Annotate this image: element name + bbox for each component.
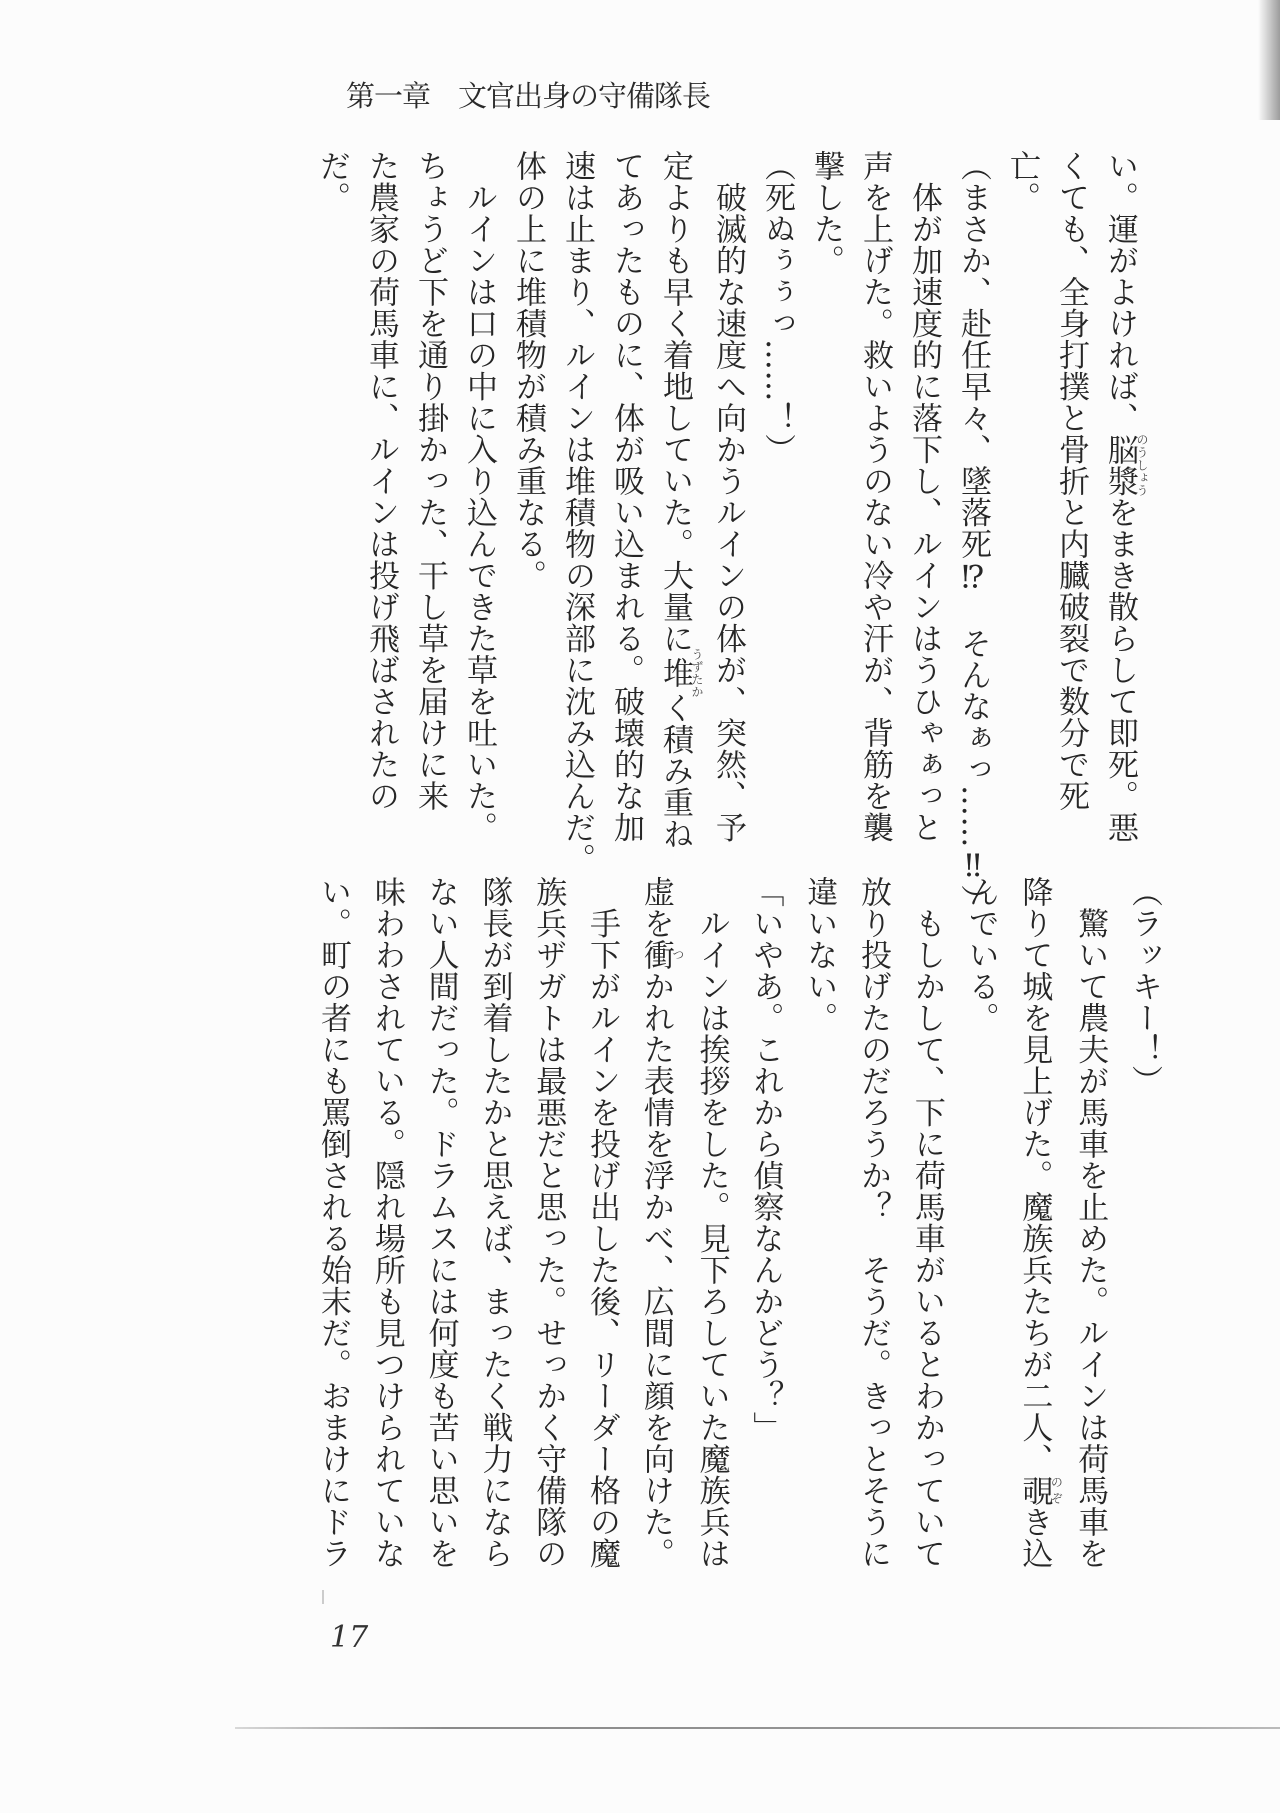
text-column: [1095, 150, 1148, 916]
furigana: のぞ: [1049, 1474, 1064, 1506]
text-run: くても、全身打撲と骨折と内臓破裂で数分で死: [1053, 150, 1089, 812]
text-column: [520, 876, 574, 1569]
text-run: 定よりも早く着地していた。大量に: [657, 150, 693, 654]
text-column: [1116, 876, 1170, 1569]
text-run: 族兵ザガトは最悪だと思った。せっかく守備隊の: [530, 876, 567, 1569]
furigana: つ: [670, 939, 685, 971]
text-column: [628, 876, 684, 1569]
text-run: た農家の荷馬車に、ルインは投げ飛ばされたの: [363, 150, 399, 812]
text-run: （まさか、赴任早々、墜落死⁉ そんなぁっ……‼）: [955, 150, 991, 916]
running-header: 第一章 文官出身の守備隊長: [346, 79, 711, 113]
text-run: い。運がよければ、: [1102, 150, 1138, 434]
text-column: [845, 876, 899, 1569]
text-column: [650, 150, 703, 916]
text-column: [503, 150, 552, 916]
text-column: [574, 876, 628, 1569]
text-run: 「いやあ。これから偵察なんかどう？」: [747, 876, 784, 1443]
ruby-annotated-word: 脳漿のうしょう: [1102, 433, 1149, 497]
text-run: てあったものに、体が吸い込まれる。破壊的な加: [608, 150, 644, 843]
page-number: 17: [330, 1620, 369, 1655]
ruby-annotated-word: 堆うずたか: [657, 648, 704, 698]
body-text-lower: [305, 876, 1170, 1569]
text-run: 速は止まり、ルインは堆積物の深部に沈み込んだ。: [559, 150, 595, 875]
text-run: 手下がルインを投げ出した後、リーダー格の魔: [584, 876, 621, 1569]
text-run: 体の上に堆積物が積み重なる。: [510, 150, 546, 591]
text-column: [703, 150, 752, 916]
ruby-annotated-word: 衝つ: [637, 939, 685, 971]
text-column: [552, 150, 601, 916]
text-run: （死ぬぅぅっ……！）: [759, 150, 795, 465]
text-run: い。町の者にも罵倒される始末だ。おまけにドラ: [315, 876, 352, 1569]
text-run: 亡。: [1004, 150, 1040, 213]
text-column: [684, 876, 738, 1569]
text-run: だ。: [314, 150, 350, 213]
text-column: [405, 150, 454, 916]
page-bottom-edge: [235, 1727, 1280, 1729]
text-run: く積み重ね: [657, 692, 693, 850]
text-run: もしかして、下に荷馬車がいるとわかっていて: [908, 876, 945, 1569]
scan-edge-shadow: [1258, 0, 1280, 120]
text-run: をまき散らして即死。悪: [1102, 496, 1138, 843]
text-run: （ラッキー！）: [1126, 876, 1162, 1097]
text-run: ちょうど下を通り掛かった、干し草を届けに来: [412, 150, 448, 812]
text-run: 降りて城を見上げた。魔族兵たちが二人、: [1016, 876, 1053, 1475]
text-run: 味わわされている。隠れ場所も見つけられていな: [368, 876, 405, 1569]
body-text-upper: [307, 150, 1148, 916]
text-run: かれた表情を浮かべ、広間に顔を向けた。: [637, 970, 674, 1569]
text-column: [899, 150, 948, 916]
text-run: 撃した。: [808, 150, 844, 276]
text-run: き込: [1016, 1506, 1053, 1569]
text-column: [752, 150, 801, 916]
text-column: [738, 876, 792, 1569]
text-column: [359, 876, 413, 1569]
text-run: 放り投げたのだろうか？ そうだ。きっとそうに: [855, 876, 892, 1569]
text-column: [305, 876, 359, 1569]
text-run: 驚いて農夫が馬車を止めた。ルインは荷馬車を: [1072, 876, 1109, 1569]
text-column: [467, 876, 521, 1569]
text-run: ルインは口の中に入り込んできた草を吐いた。: [461, 150, 497, 843]
text-column: [307, 150, 356, 916]
text-column: [948, 150, 997, 916]
text-column: [454, 150, 503, 916]
furigana: のうしょう: [1135, 433, 1149, 497]
text-run: 声を上げた。救いようのない冷や汗が、背筋を襲: [857, 150, 893, 843]
text-column: [997, 150, 1046, 916]
text-column: [413, 876, 467, 1569]
scan-speck: [322, 1590, 324, 1604]
text-run: 違いない。: [801, 876, 838, 1034]
text-column: [791, 876, 845, 1569]
text-column: [850, 150, 899, 916]
ruby-annotated-word: 覗のぞ: [1016, 1474, 1064, 1506]
text-run: ない人間だった。ドラムスには何度も苦い思いを: [422, 876, 459, 1569]
text-run: 破滅的な速度へ向かうルインの体が、突然、予: [710, 150, 746, 843]
text-column: [601, 150, 650, 916]
text-column: [801, 150, 850, 916]
furigana: うずたか: [690, 648, 704, 698]
text-column: [899, 876, 953, 1569]
text-run: ルインは挨拶をした。見下ろしていた魔族兵は: [693, 876, 730, 1569]
text-column: [1046, 150, 1095, 916]
text-run: 体が加速度的に落下し、ルインはうひゃぁっと: [906, 150, 942, 843]
text-column: [953, 876, 1007, 1569]
text-run: んでいる。: [962, 876, 999, 1034]
text-column: [1062, 876, 1116, 1569]
text-run: 虚を: [637, 876, 674, 939]
text-column: [1007, 876, 1063, 1569]
text-run: 隊長が到着したかと思えば、まったく戦力になら: [476, 876, 513, 1569]
text-column: [356, 150, 405, 916]
